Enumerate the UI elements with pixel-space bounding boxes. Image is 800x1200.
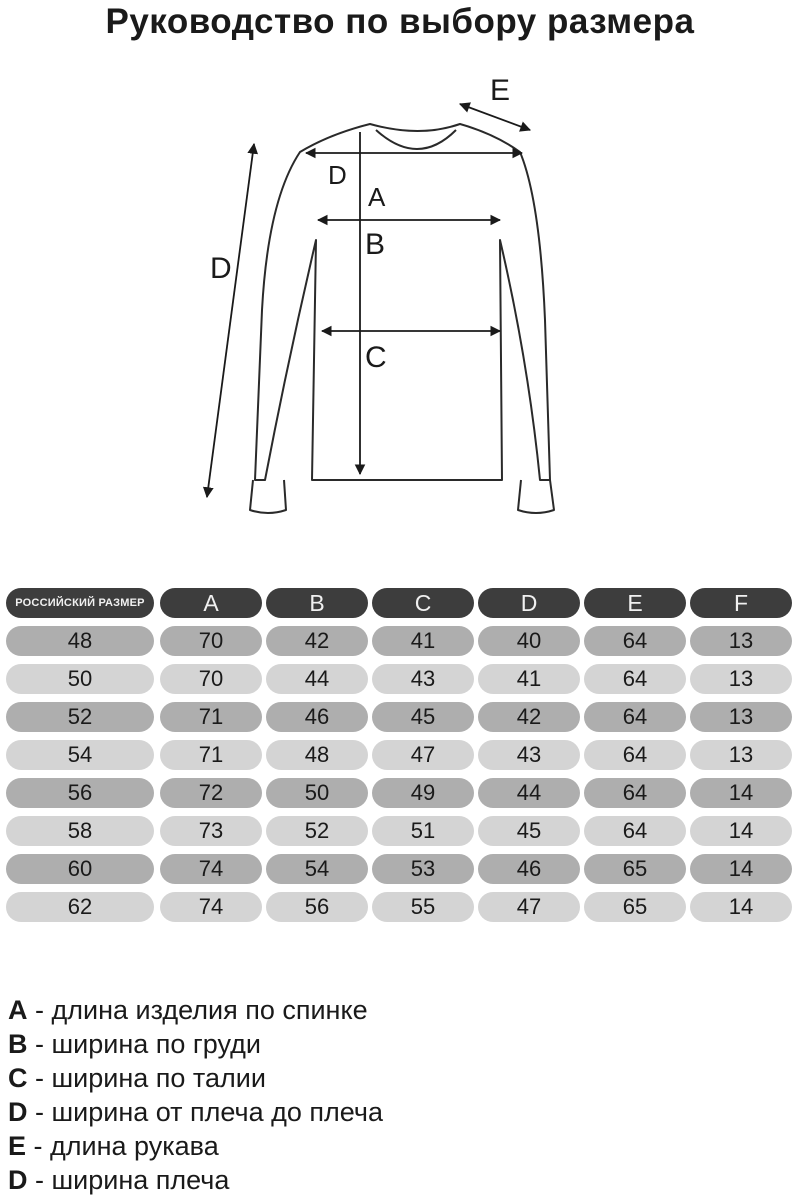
label-c: C — [365, 341, 387, 374]
cell-e: 64 — [584, 778, 686, 808]
legend-text: - длина рукава — [26, 1131, 219, 1161]
legend-key: D — [8, 1097, 28, 1127]
cell-b: 42 — [266, 626, 368, 656]
header-b: B — [266, 588, 368, 618]
legend-key: E — [8, 1131, 27, 1161]
cell-f: 13 — [690, 702, 792, 732]
size-table — [6, 588, 796, 930]
cell-f: 13 — [690, 626, 792, 656]
cell-c: 41 — [372, 626, 474, 656]
legend-key: A — [8, 995, 28, 1025]
legend-key: D — [8, 1165, 28, 1195]
cell-size: 60 — [6, 854, 154, 884]
label-d-shoulder: D — [328, 160, 347, 190]
cell-a: 74 — [160, 854, 262, 884]
legend-item — [8, 993, 788, 1027]
cell-e: 64 — [584, 626, 686, 656]
cell-e: 64 — [584, 664, 686, 694]
legend-item — [8, 1027, 788, 1061]
cell-d: 41 — [478, 664, 580, 694]
label-e: E — [490, 74, 511, 107]
cell-b: 48 — [266, 740, 368, 770]
legend-item — [8, 1095, 788, 1129]
cell-a: 74 — [160, 892, 262, 922]
cell-c: 45 — [372, 702, 474, 732]
cell-size: 54 — [6, 740, 154, 770]
legend-item — [8, 1061, 788, 1095]
table-row — [6, 816, 796, 854]
cell-f: 14 — [690, 854, 792, 884]
cell-b: 56 — [266, 892, 368, 922]
header-d: D — [478, 588, 580, 618]
cell-size: 50 — [6, 664, 154, 694]
cell-e: 65 — [584, 854, 686, 884]
cell-d: 42 — [478, 702, 580, 732]
table-header-row — [6, 588, 796, 626]
cell-b: 54 — [266, 854, 368, 884]
cell-e: 64 — [584, 816, 686, 846]
legend — [8, 993, 788, 1197]
header-f: F — [690, 588, 792, 618]
legend-text: - ширина по талии — [27, 1063, 266, 1093]
cell-d: 43 — [478, 740, 580, 770]
cell-a: 72 — [160, 778, 262, 808]
cell-c: 55 — [372, 892, 474, 922]
cell-d: 44 — [478, 778, 580, 808]
cell-a: 70 — [160, 626, 262, 656]
cell-f: 13 — [690, 740, 792, 770]
table-row — [6, 854, 796, 892]
label-b: B — [365, 228, 386, 261]
cell-e: 65 — [584, 892, 686, 922]
legend-text: - длина изделия по спинке — [27, 995, 368, 1025]
sweater-outline — [250, 124, 554, 513]
label-a: A — [368, 182, 386, 212]
cell-size: 52 — [6, 702, 154, 732]
header-c: C — [372, 588, 474, 618]
header-e: E — [584, 588, 686, 618]
cell-d: 40 — [478, 626, 580, 656]
table-row — [6, 626, 796, 664]
cell-size: 48 — [6, 626, 154, 656]
table-row — [6, 664, 796, 702]
legend-text: - ширина по груди — [27, 1029, 261, 1059]
legend-key: B — [8, 1029, 28, 1059]
header-a: A — [160, 588, 262, 618]
cell-e: 64 — [584, 702, 686, 732]
legend-text: - ширина плеча — [27, 1165, 230, 1195]
cell-b: 50 — [266, 778, 368, 808]
cell-b: 44 — [266, 664, 368, 694]
table-row — [6, 892, 796, 930]
cell-f: 14 — [690, 778, 792, 808]
legend-item — [8, 1129, 788, 1163]
cell-a: 71 — [160, 702, 262, 732]
table-row — [6, 778, 796, 816]
table-row — [6, 702, 796, 740]
legend-key: C — [8, 1063, 28, 1093]
page-title: Руководство по выбору размера — [105, 2, 695, 41]
cell-d: 45 — [478, 816, 580, 846]
cell-a: 71 — [160, 740, 262, 770]
label-d-length: D — [210, 252, 232, 285]
sweater-diagram — [150, 60, 650, 530]
cell-c: 49 — [372, 778, 474, 808]
cell-f: 14 — [690, 816, 792, 846]
legend-text: - ширина от плеча до плеча — [27, 1097, 383, 1127]
cell-e: 64 — [584, 740, 686, 770]
legend-item — [8, 1163, 788, 1197]
cell-b: 46 — [266, 702, 368, 732]
cell-d: 46 — [478, 854, 580, 884]
cell-c: 51 — [372, 816, 474, 846]
cell-b: 52 — [266, 816, 368, 846]
cell-c: 43 — [372, 664, 474, 694]
table-body — [6, 626, 796, 930]
cell-f: 14 — [690, 892, 792, 922]
header-russian-size: РОССИЙСКИЙ РАЗМЕР — [6, 588, 154, 618]
cell-size: 56 — [6, 778, 154, 808]
cell-a: 70 — [160, 664, 262, 694]
cell-a: 73 — [160, 816, 262, 846]
cell-d: 47 — [478, 892, 580, 922]
cell-size: 58 — [6, 816, 154, 846]
cell-f: 13 — [690, 664, 792, 694]
table-row — [6, 740, 796, 778]
cell-c: 47 — [372, 740, 474, 770]
cell-size: 62 — [6, 892, 154, 922]
cell-c: 53 — [372, 854, 474, 884]
